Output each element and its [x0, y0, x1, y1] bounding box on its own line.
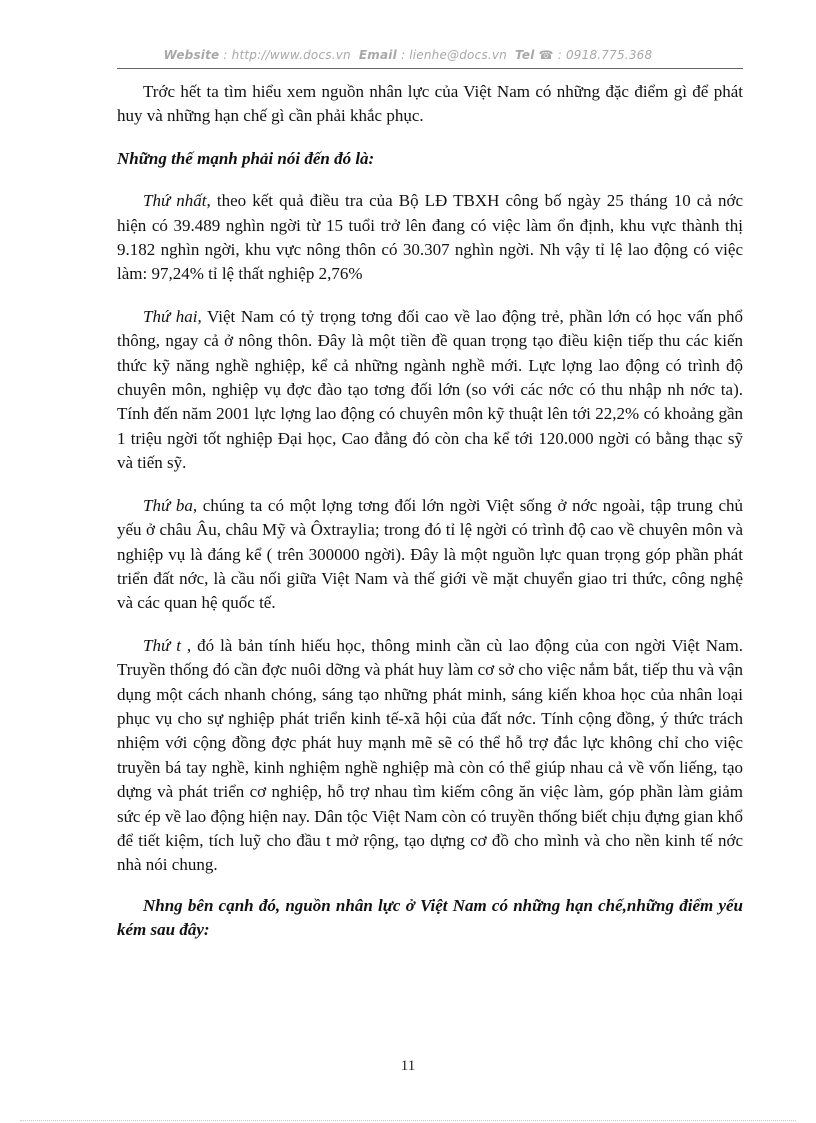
intro-paragraph: Trớc hết ta tìm hiểu xem nguồn nhân lực của Việt Nam có những đặc điểm gì để phát huy và những hạn chế gì cần phải khắc phục.	[117, 82, 743, 126]
paragraph-fourth-text: , đó là bản tính hiếu học, thông minh cần cù lao động của con ngời Việt Nam. Truyền thống đó cần đợc nuôi dỡng và phát huy làm cơ sở cho việc nắm bắt, tiếp thu và vận dụng một cách nhanh chóng, sáng tạo những phát minh, sáng kiến khoa học của nhân loại phục vụ cho sự nghiệp phát triển kinh tế-xã hội của đất nớc. Tính cộng đồng, ý thức trách nhiệm với cộng đồng đợc phát huy mạnh mẽ sẽ có thể hỗ trợ đắc lực không chỉ cho việc truyền bá tay nghề, kinh nghiệm nghề nghiệp mà còn có thể giúp nhau cả về vốn liếng, tạo dựng và phát triển cơ nghiệp, hỗ trợ nhau tìm kiếm công ăn việc làm, góp phần làm giảm sức ép về lao động hiện nay. Dân tộc Việt Nam còn có truyền thống biết chịu đựng gian khổ để tiết kiệm, tích luỹ cho đầu t mở rộng, tạo dựng cơ đồ cho mình và cho nền kinh tế nớc nhà nói chung.	[117, 635, 744, 875]
paragraph-fourth	[117, 634, 743, 878]
paragraph-third-lead: Thứ ba	[143, 495, 193, 515]
page-number: 11	[400, 1058, 416, 1074]
page-header	[0, 48, 816, 62]
website-label: Website	[163, 48, 220, 62]
paragraph-first-text: , theo kết quả điều tra của Bộ LĐ TBXH công bố ngày 25 tháng 10 cả nớc hiện có 39.489 nghìn ngời từ 15 tuổi trở lên đang có việc làm ổn định, khu vực thành thị 9.182 nghìn ngời, khu vực nông thôn có 30.307 nghìn ngời. Nh vậy tỉ lệ lao động có việc làm: 97,24% tỉ lệ thất nghiệp 2,76%	[117, 191, 744, 284]
paragraph-fourth-lead: Thứ t	[143, 635, 181, 655]
paragraph-second-text: Việt Nam có tỷ trọng tơng đối cao về lao động trẻ, phần lớn có học vấn phổ thông, ngay cả ở nông thôn. Đây là một tiền đề quan trọng tạo điều kiện tiếp thu các kiến thức kỹ năng nghề nghiệp, kể cả những ngành nghề mới. Lực lợng lao động có trình độ chuyên môn, nghiệp vụ đợc đào tạo tơng đối lớn (so với các nớc có thu nhập nh nớc ta). Tính đến năm 2001 lực lợng lao động có chuyên môn kỹ thuật lên tới 22,2% có khoảng gần 1 triệu ngời tốt nghiệp Đại học, Cao đẳng đó còn cha kể tới 120.000 ngời có bằng thạc sỹ và tiến sỹ.	[117, 306, 743, 473]
paragraph-third-text: , chúng ta có một lợng tơng đối lớn ngời Việt sống ở nớc ngoài, tập trung chủ yếu ở châu Âu, châu Mỹ và Ôxtraylia; trong đó tỉ lệ ngời có trình độ cao về chuyên môn và nghiệp vụ là đáng kể ( trên 300000 ngời). Đây là một nguồn lực quan trọng góp phần phát triển đất nớc, là cầu nối giữa Việt Nam và thế giới về mặt chuyển giao tri thức, công nghệ và các quan hệ quốc tế.	[117, 495, 743, 613]
section-heading: Những thế mạnh phải nói đến đó là:	[117, 148, 375, 168]
closing-paragraph: Nhng bên cạnh đó, nguồn nhân lực ở Việt Nam có những hạn chế,những điểm yếu kém sau đây:	[117, 895, 743, 940]
paragraph-second	[117, 305, 743, 476]
website-url[interactable]: : http://www.docs.vn	[223, 48, 351, 62]
email-label: Email	[358, 48, 397, 62]
email-address[interactable]: : lienhe@docs.vn	[400, 48, 507, 62]
header-divider	[117, 68, 743, 69]
tel-number: ☎ : 0918.775.368	[538, 48, 653, 62]
document-body	[117, 80, 743, 943]
paragraph-second-lead: Thứ hai,	[143, 306, 202, 326]
tel-label: Tel	[515, 48, 535, 62]
paragraph-first-lead: Thứ nhất	[143, 191, 207, 211]
page-bottom-border	[20, 1120, 796, 1121]
paragraph-third	[117, 494, 743, 616]
paragraph-first	[117, 189, 743, 287]
